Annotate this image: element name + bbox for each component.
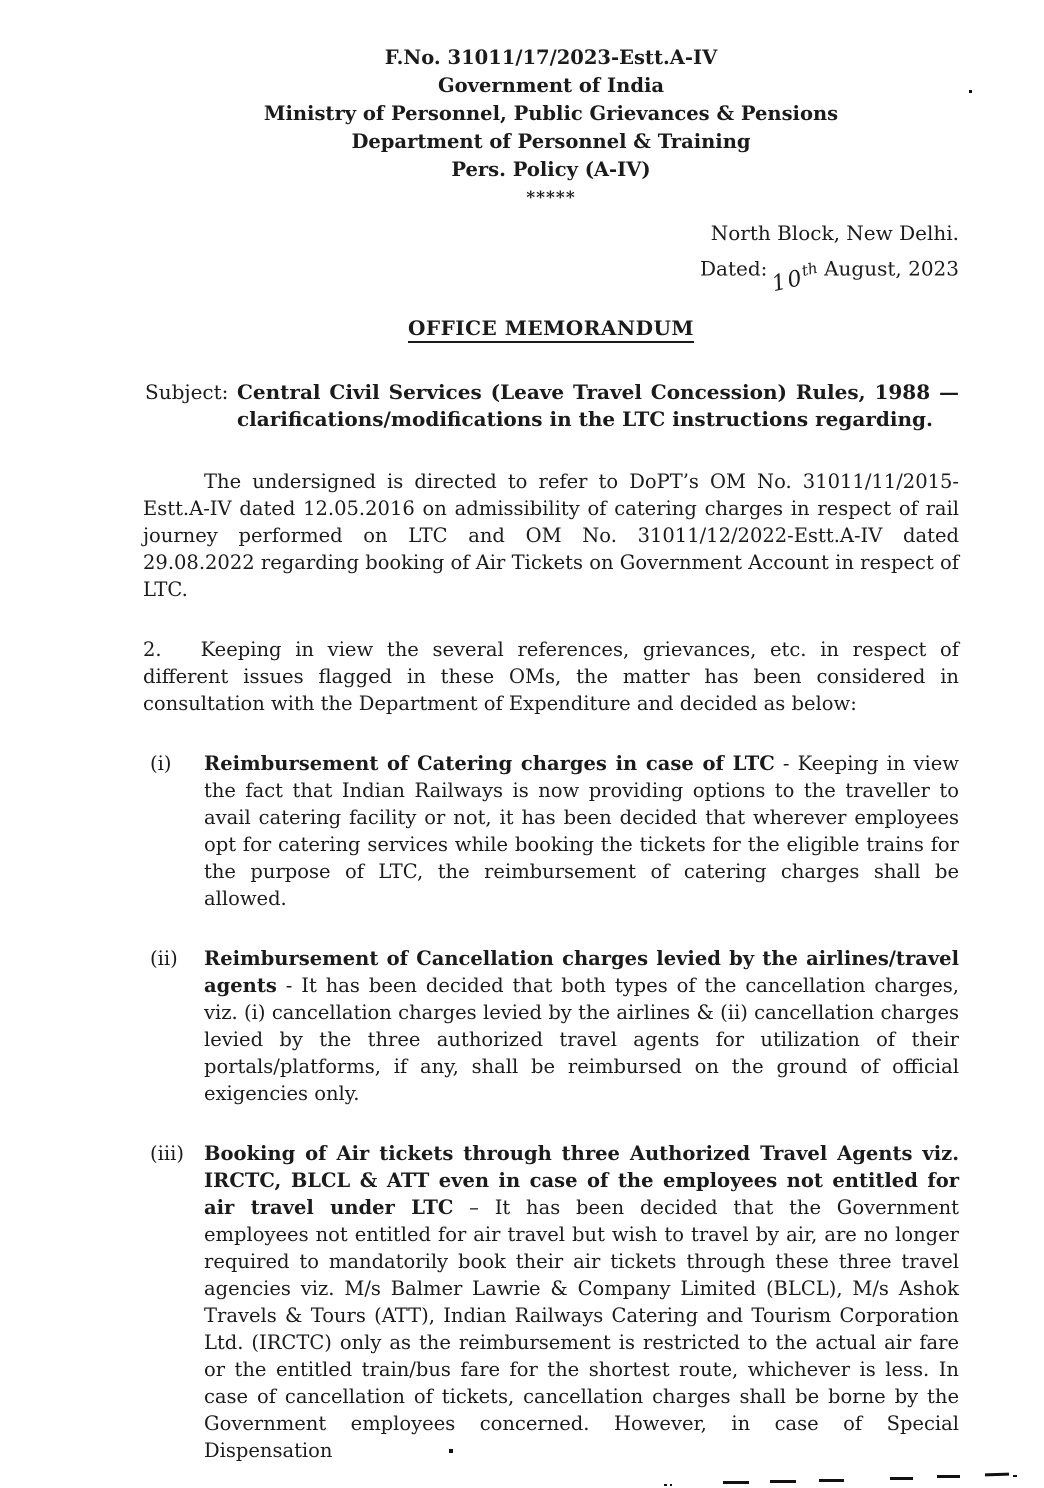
- asterisk-separator: *****: [526, 188, 576, 208]
- scan-artifact-dash: [723, 1481, 749, 1484]
- paragraph-2-text: Keeping in view the several references, grievances, etc. in respect of different issues flagged in these OMs, the matter has been considered in consultation with the Department of Expenditure and decided as below:: [143, 638, 959, 716]
- file-number: F.No. 31011/17/2023-Estt.A-IV: [384, 46, 718, 69]
- list-item-i-marker: (i): [150, 752, 172, 776]
- list-item-ii-marker: (ii): [150, 947, 178, 971]
- list-item-i-sep: -: [774, 752, 798, 776]
- scan-speck: [670, 1484, 672, 1486]
- org-section: Pers. Policy (A-IV): [451, 158, 651, 181]
- list-item-ii-text: It has been decided that both types of the cancellation charges, viz. (i) cancellation charges levied by the airlines & (ii) cancellation charges levied by the three authorized travel agents for utilization of their portals/platforms, if any, shall be reimbursed on the ground of official exigencies only.: [204, 974, 959, 1106]
- opening-paragraph: The undersigned is directed to refer to DoPT’s OM No. 31011/11/2015-Estt.A-IV dated 12.05.2016 on admissibility of catering charges in respect of rail journey performed on LTC and OM No. 31011/12/2022-Estt.A-IV dated 29.08.2022 regarding booking of Air Tickets on Government Account in respect of LTC.: [143, 470, 959, 602]
- date-label: Dated:: [700, 256, 768, 281]
- list-item-iii-heading: Booking of Air tickets through three Authorized Travel Agents viz. IRCTC, BLCL & ATT even in case of the employees not entitled for air travel under LTC: [204, 1142, 959, 1220]
- memo-title: OFFICE MEMORANDUM: [408, 316, 694, 343]
- org-department: Department of Personnel & Training: [351, 130, 751, 153]
- scan-artifact-dash: [890, 1477, 913, 1480]
- scan-artifact-dash: [770, 1480, 796, 1483]
- scan-artifact-dash: [985, 1473, 1009, 1477]
- list-item-ii-heading: Reimbursement of Cancellation charges levied by the airlines/travel agents: [204, 947, 959, 998]
- list-item-iii-text: It has been decided that the Government employees not entitled for air travel but wish to travel by air, are no longer required to mandatorily book their air tickets through these three travel agencies viz. M/s Balmer Lawrie & Company Limited (BLCL), M/s Ashok Travels & Tours (ATT), Indian Railways Catering and Tourism Corporation Ltd. (IRCTC) only as the reimbursement is restricted to the actual air fare or the entitled train/bus fare for the shortest route, whichever is less. In case of cancellation of tickets, cancellation charges shall be borne by the Government employees concerned. However, in case of Special Dispensation: [204, 1196, 959, 1463]
- list-item-iii-sep: –: [453, 1196, 495, 1220]
- paragraph-2: [143, 636, 959, 717]
- scan-speck: [969, 90, 972, 93]
- list-item-i: [143, 750, 959, 912]
- memo-title-row: [143, 316, 959, 343]
- scan-speck: [664, 1484, 667, 1486]
- handwritten-date: 10th: [769, 258, 820, 298]
- list-item-iii-marker: (iii): [150, 1142, 184, 1166]
- org-ministry: Ministry of Personnel, Public Grievances & Pensions: [263, 102, 839, 125]
- list-item-iii: [143, 1140, 959, 1464]
- list-item-i-text: Keeping in view the fact that Indian Railways is now providing options to the traveller to avail catering facility or not, it has been decided that wherever employees opt for catering services while booking the tickets for the eligible trains for the purpose of LTC, the reimbursement of catering charges shall be allowed.: [204, 752, 959, 911]
- list-item-ii-sep: -: [276, 974, 302, 998]
- place-date-block: [143, 219, 959, 298]
- list-item-i-heading: Reimbursement of Catering charges in case of LTC: [204, 752, 775, 776]
- date-rest: August, 2023: [824, 256, 959, 281]
- org-government: Government of India: [437, 74, 665, 97]
- subject-label: Subject:: [145, 380, 229, 405]
- list-item-ii: [143, 945, 959, 1107]
- scan-speck: [1013, 1475, 1017, 1477]
- memo-content: [143, 44, 959, 1464]
- place-line: North Block, New Delhi.: [710, 221, 959, 245]
- date-line: [143, 248, 959, 298]
- subject-block: [143, 379, 959, 433]
- scan-artifact-dash: [819, 1479, 844, 1482]
- subject-text: Central Civil Services (Leave Travel Concession) Rules, 1988 — clarifications/modifications in the LTC instructions regarding.: [237, 380, 959, 432]
- scan-speck: [449, 1449, 453, 1453]
- paragraph-2-number: 2.: [143, 638, 162, 662]
- letterhead: [143, 44, 959, 184]
- scan-artifact-dash: [937, 1475, 960, 1478]
